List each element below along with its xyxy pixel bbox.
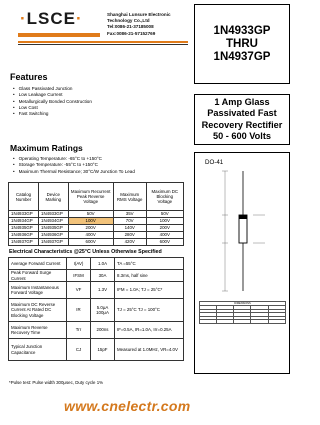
table-row: [9, 282, 184, 299]
company-fax: Fax:0086-21-57152769: [107, 30, 156, 36]
value-cell: 15pF: [91, 339, 115, 361]
cell: 200V: [68, 225, 113, 232]
feature-item: • Low Leakage Current: [13, 92, 92, 98]
param-cell: Maximum Instantaneous Forward Voltage: [9, 282, 67, 299]
value-cell: 5.0μA 100μA: [91, 299, 115, 322]
ratings-table: [8, 182, 184, 246]
ratings-header-row: [9, 183, 184, 211]
header-rule-thin: [18, 44, 188, 45]
symbol-cell: IFSM: [67, 270, 91, 282]
diode-body: [239, 215, 247, 243]
cell: 140V: [113, 225, 146, 232]
table-row: [9, 322, 184, 339]
max-rating-item: • Storage Temperature: -55°C to +150°C: [13, 162, 135, 168]
footer-website[interactable]: www.cnelectr.com: [64, 398, 191, 414]
company-line: Technology Co.,Ltd: [107, 18, 150, 24]
cell: 1N4933GP: [39, 211, 68, 218]
condition-cell: TJ = 25°C TJ = 100°C: [115, 299, 184, 322]
electrical-heading: Electrical Characteristics @25°C Unless Otherwise Specified: [9, 249, 162, 255]
cell-highlighted: 100V: [68, 218, 113, 225]
part-number-box: [194, 4, 290, 84]
table-row: [9, 239, 184, 246]
cell: 1N4934GP: [39, 218, 68, 225]
cell: 200V: [146, 225, 183, 232]
table-row: [9, 258, 184, 270]
company-line: Shanghai Lunsure Electronic: [107, 12, 171, 17]
features-heading: Features: [10, 72, 48, 82]
description-line: Passivated Fast: [207, 108, 277, 119]
feature-item: • Low Cost: [13, 105, 92, 111]
table-row: [9, 339, 184, 361]
symbol-cell: I(AV): [67, 258, 91, 270]
description-line: 50 - 600 Volts: [212, 130, 272, 141]
cell: 280V: [113, 232, 146, 239]
param-cell: Typical Junction Capacitance: [9, 339, 67, 361]
cell: 1N4936GP: [39, 232, 68, 239]
value-cell: 30A: [91, 270, 115, 282]
cell: 1N4933GP: [9, 211, 39, 218]
condition-cell: 8.3ms, half sine: [115, 270, 184, 282]
cell: 420V: [113, 239, 146, 246]
col-rms-voltage: Maximum RMS Voltage: [113, 183, 146, 211]
logo-underline: [18, 33, 100, 37]
condition-cell: IFM = 1.0A; TJ = 25°C*: [115, 282, 184, 299]
max-rating-item: • Maximum Thermal Resistance; 30°C/W Junction To Lead: [13, 169, 135, 175]
col-catalog-number: Catalog Number: [9, 183, 39, 211]
cell: 35V: [113, 211, 146, 218]
cell: 1N4934GP: [9, 218, 39, 225]
value-cell: 1.0A: [91, 258, 115, 270]
table-row: [9, 270, 184, 282]
cathode-band: [239, 215, 247, 219]
feature-item: • Glass Passivated Junction: [13, 86, 92, 92]
table-row: [9, 218, 184, 225]
dimensions-table: [199, 301, 286, 324]
cell: 400V: [146, 232, 183, 239]
condition-cell: Measured at 1.0MHz, VR=4.0V: [115, 339, 184, 361]
cell: 1N4937GP: [9, 239, 39, 246]
symbol-cell: CJ: [67, 339, 91, 361]
symbol-cell: Trr: [67, 322, 91, 339]
cell: 50V: [146, 211, 183, 218]
dimensions-title: DIMENSIONS: [200, 302, 286, 306]
condition-cell: IF=0.5A, IR=1.0A, Irr=0.25A: [115, 322, 184, 339]
feature-item: • Fast Switching: [13, 111, 92, 117]
logo-text: ·LSCE·: [20, 9, 83, 28]
cell: 1N4935GP: [39, 225, 68, 232]
cell: 400V: [68, 232, 113, 239]
cell: 50V: [68, 211, 113, 218]
table-row: [9, 232, 184, 239]
col-device-marking: Device Marking: [39, 183, 68, 211]
company-tel: Tel:0086-21-37185008: [107, 24, 154, 30]
param-cell: Peak Forward Surge Current: [9, 270, 67, 282]
company-info: [107, 12, 171, 37]
table-row: [9, 299, 184, 322]
pulse-test-note: *Pulse test: Pulse width 300μsec, Duty cycle 1%: [9, 380, 104, 385]
part-number-thru: THRU: [226, 37, 258, 50]
max-rating-item: • Operating Temperature: -65°C to +150°C: [13, 156, 135, 162]
description-line: Recovery Rectifier: [201, 119, 283, 130]
max-ratings-heading: Maximum Ratings: [10, 143, 83, 153]
cell: 100V: [146, 218, 183, 225]
package-label: DO-41: [205, 159, 224, 166]
part-number-to: 1N4937GP: [213, 50, 271, 63]
description-line: 1 Amp Glass: [214, 97, 270, 108]
value-cell: 1.3V: [91, 282, 115, 299]
company-logo: [20, 9, 98, 31]
package-drawing-box: [194, 152, 290, 374]
header-rule: [18, 41, 188, 43]
cell: 600V: [68, 239, 113, 246]
value-cell: 200ns: [91, 322, 115, 339]
cell: 600V: [146, 239, 183, 246]
table-row: [9, 225, 184, 232]
condition-cell: TA =55°C: [115, 258, 184, 270]
param-cell: Average Forward Current: [9, 258, 67, 270]
symbol-cell: IR: [67, 299, 91, 322]
cell: 1N4935GP: [9, 225, 39, 232]
electrical-table: [8, 257, 184, 361]
product-description-box: [194, 94, 290, 145]
max-ratings-list: [13, 156, 135, 175]
diode-outline-drawing: [195, 167, 291, 297]
param-cell: Maximum Reverse Recovery Time: [9, 322, 67, 339]
col-dc-blocking-voltage: Maximum DC Blocking Voltage: [146, 183, 183, 211]
feature-item: • Metallurgically Bonded Construction: [13, 99, 92, 105]
features-list: [13, 86, 92, 117]
cell: 70V: [113, 218, 146, 225]
col-peak-reverse-voltage: Maximum Recurrent Peak Reverse Voltage: [68, 183, 113, 211]
table-row: [9, 211, 184, 218]
symbol-cell: VF: [67, 282, 91, 299]
part-number-from: 1N4933GP: [213, 24, 271, 37]
param-cell: Maximum DC Reverse Current At Rated DC Blocking Voltage: [9, 299, 67, 322]
cell: 1N4936GP: [9, 232, 39, 239]
cell: 1N4937GP: [39, 239, 68, 246]
